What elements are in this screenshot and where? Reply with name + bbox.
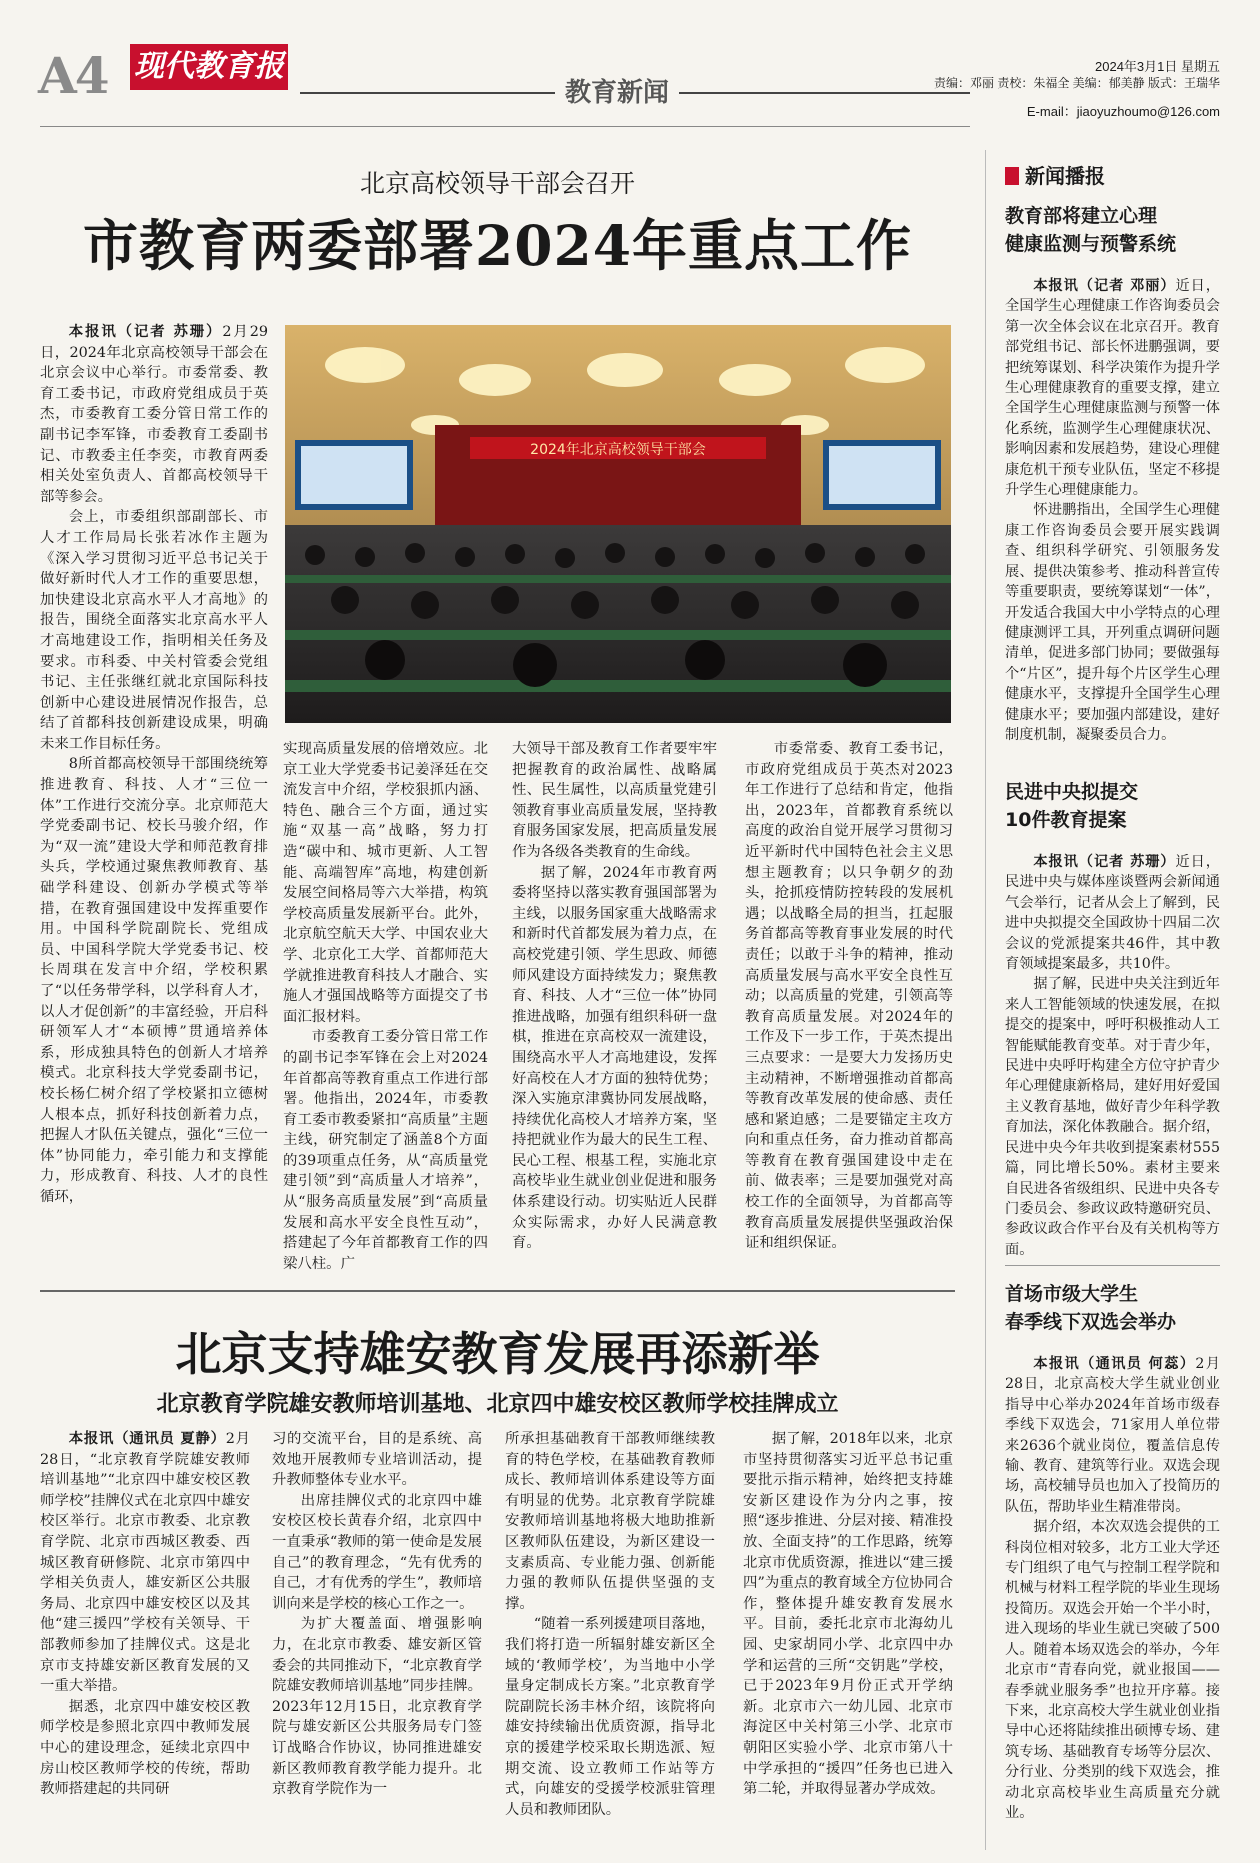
article1-column-4 bbox=[745, 739, 953, 1254]
paragraph: 本报讯（记者 苏珊）近日，民进中央与媒体座谈暨两会新闻通气会举行，记者从会上了解到，民进中央拟提交全国政协十四届二次会议的党派提案共46件，其中教育领域提案最多，共10件。 bbox=[1005, 854, 1220, 973]
news3-headline: 首场市级大学生 春季线下双选会举办 bbox=[1005, 1283, 1177, 1333]
paragraph: 大领导干部及教育工作者要牢牢把握教育的政治属性、战略属性、民生属性，以高质量党建引领教育事业高质量发展，坚持教育服务国家发展，把高质量发展作为各级各类教育的生命线。 bbox=[512, 741, 717, 860]
news2-body bbox=[1005, 852, 1220, 1260]
sidebar-section-title: 新闻播报 bbox=[1005, 160, 1105, 189]
sidebar-rule bbox=[1005, 1265, 1220, 1266]
paragraph: 8所首都高校领导干部围绕统筹推进教育、科技、人才“三位一体”工作进行交流分享。北京师范大学党委副书记、校长马骏介绍，作为“双一流”建设大学和师范教育排头兵，学校通过聚焦教师教育、基础学科建设、创新办学模式等举措，在教育强国建设中发挥重要作用。中国科学院副院长、党组成员、中国科学院大学党委书记、校长周琪在发言中介绍，学校积累了“以任务带学科，以学科育人才，以人才促创新”的丰富经验，开启科研领军人才“本硕博”贯通培养体系，形成独具特色的创新人才培养模式。北京科技大学党委副书记，校长杨仁树介绍了学校紧扣立德树人根本点，抓好科技创新着力点，把握人才队伍关键点，强化“三位一体”协同能力，牵引能力和支撑能力，形成教育、科技、人才的良性循环， bbox=[40, 756, 268, 1205]
news2-headline: 民进中央拟提交 10件教育提案 bbox=[1005, 781, 1139, 831]
article1-byline: 本报讯（记者 苏珊） bbox=[68, 324, 223, 340]
page-number: A4 bbox=[38, 46, 108, 105]
article2-column-4 bbox=[743, 1429, 953, 1800]
news3-byline: 本报讯（通讯员 何蕊） bbox=[1033, 1356, 1196, 1372]
paragraph: 本报讯（通讯员 何蕊）2月28日，北京高校大学生就业创业指导中心举办2024年首场市级春季线下双选会，71家用人单位带来2636个就业岗位，覆盖信息传输、教育、建筑等行业。双选会现场，高校辅导员也加入了投简历的队伍，帮助毕业生精准带岗。 bbox=[1005, 1356, 1220, 1515]
paragraph: 本报讯（记者 邓丽）近日，全国学生心理健康工作咨询委员会第一次全体会议在北京召开。教育部党组书记、部长怀进鹏强调，要把统筹谋划、科学决策作为提升学生心理健康教育的重要支撑，建立全国学生心理健康监测与预警一体化系统，监测学生心理健康状况、影响因素和发展趋势，建设心理健康危机干预专业队伍，坚定不移提升学生心理健康能力。 bbox=[1005, 278, 1220, 499]
section-marker-icon bbox=[1005, 167, 1019, 185]
article2-subtitle: 北京教育学院雄安教师培训基地、北京四中雄安校区教师学校挂牌成立 bbox=[156, 1392, 839, 1417]
article-divider bbox=[40, 1290, 955, 1292]
paragraph: “随着一系列援建项目落地，我们将打造一所辐射雄安新区全域的‘教师学校’，为当地中小学量身定制成长方案。”北京教育学院副院长汤丰林介绍，该院将向雄安持续输出优质资源，指导北京的援建学校采取长期选派、短期交流、设立教师工作站等方式，向雄安的受援学校派驻管理人员和教师团队。 bbox=[505, 1616, 715, 1818]
photo-banner-text: 2024年北京高校领导干部会 bbox=[530, 442, 706, 458]
article2-column-3 bbox=[505, 1429, 715, 1820]
paragraph: 据了解，2018年以来，北京市坚持贯彻落实习近平总书记重要批示指示精神，始终把支持雄安新区建设作为分内之事，按照“逐步推进、分层对接、精准投放、全面支持”的工作思路，统筹北京市优质资源，推进以“建三援四”为重点的教育域全方位协同合作，整体提升雄安教育发展水平。目前，委托北京市北海幼儿园、史家胡同小学、北京四中办学和运营的三所“交钥匙”学校，已于2023年9月份正式开学纳新。北京市六一幼儿园、北京市海淀区中关村第三小学、北京市朝阳区实验小学、北京市第八十中学承担的“援四”任务也已进入第二轮，并取得显著办学成效。 bbox=[743, 1431, 953, 1798]
article1-column-2 bbox=[283, 739, 488, 1274]
news2-byline: 本报讯（记者 苏珊） bbox=[1033, 854, 1176, 870]
editors-line: 责编：邓丽 责校：朱福全 美编：郁美静 版式：王瑞华 bbox=[933, 76, 1220, 90]
paragraph: 据了解，民进中央关注到近年来人工智能领域的快速发展，在拟提交的提案中，呼吁积极推动人工智能赋能教育变革。对于青少年，民进中央呼吁构建全方位守护青少年心理健康新格局，建好用好爱国主义教育基地，做好青少年科学教育加法，深化体教融合。据介绍，民进中央今年共收到提案素材555篇，同比增长50%。素材主要来自民进各省级组织、民进中央各专门委员会、参政议政特邀研究员、参政议政合作平台及有关机构等方面。 bbox=[1005, 976, 1220, 1258]
issue-date: 2024年3月1日 星期五 bbox=[1095, 59, 1220, 74]
masthead-divider bbox=[40, 126, 970, 127]
paragraph: 据介绍，本次双选会提供的工科岗位相对较多，北方工业大学还专门组织了电气与控制工程学院和机械与材料工程学院的毕业生现场投简历。双选会开始一个半小时，进入现场的毕业生就已突破了500人。随着本场双选会的举办，今年北京市“青春向党，就业报国——春季就业服务季”也拉开序幕。接下来，北京高校大学生就业创业指导中心还将陆续推出硕博专场、建筑专场、基础教育专场等分层次、分行业、分类别的线下双选会，推动北京高校毕业生高质量充分就业。 bbox=[1005, 1519, 1220, 1821]
article2-headline: 北京支持雄安教育发展再添新举 bbox=[175, 1327, 820, 1381]
paragraph: 所承担基础教育干部教师继续教育的特色学校，在基础教育教师成长、教师培训体系建设等方面有明显的优势。北京教育学院雄安教师培训基地将极大地助推新区教师队伍建设，为新区建设一支素质高、专业能力强、创新能力强的教师队伍提供坚强的支撑。 bbox=[505, 1431, 715, 1612]
article1-lead-paragraph: 本报讯（记者 苏珊）2月29日，2024年北京高校领导干部会在北京会议中心举行。市委常委、教育工委书记，市政府党组成员于英杰，市委教育工委分管日常工作的副书记李军锋，市委教育工委副书记、市教委主任李奕，市教育两委相关处室负责人、首都高校领导干部等参会。 bbox=[40, 324, 269, 505]
article2-column-2 bbox=[272, 1429, 482, 1800]
paragraph: 出席挂牌仪式的北京四中雄安校区校长黄春介绍，北京四中一直秉承“教师的第一使命是发展自己”的教育理念，“先有优秀的自己，才有优秀的学生”，教师培训向来是学校的核心工作之一。 bbox=[272, 1492, 482, 1612]
contact-email[interactable]: E-mail：jiaoyuzhoumo@126.com bbox=[1026, 104, 1220, 119]
article2-column-1 bbox=[40, 1429, 250, 1800]
paragraph: 习的交流平台，目的是系统、高效地开展教师专业培训活动，提升教师整体专业水平。 bbox=[272, 1431, 482, 1489]
paragraph: 实现高质量发展的倍增效应。北京工业大学党委书记姜泽廷在交流发言中介绍，学校狠抓内涵、特色、融合三个方面，通过实施“双基一高”战略，努力打造“碳中和、城市更新、人工智能、高端智库”高地，构建创新发展空间格局等六大举措，构筑学校高质量发展新平台。此外，北京航空航天大学、中国农业大学、北京化工大学、首都师范大学就推进教育科技人才融合、实施人才强国战略等方面提交了书面汇报材料。 bbox=[283, 741, 488, 1025]
article2-byline: 本报讯（通讯员 夏静） bbox=[68, 1431, 226, 1447]
news1-headline: 教育部将建立心理 健康监测与预警系统 bbox=[1005, 205, 1177, 255]
conference-photo bbox=[285, 325, 951, 723]
paragraph: 据悉，北京四中雄安校区教师学校是参照北京四中教师发展中心的建设理念，延续北京四中房山校区教师学校的传统，帮助教师搭建起的共同研 bbox=[40, 1698, 250, 1798]
masthead bbox=[0, 0, 1260, 120]
paragraph: 市委常委、教育工委书记，市政府党组成员于英杰对2023年工作进行了总结和肯定，他指出，2023年，首都教育系统以高度的政治自觉开展学习贯彻习近平新时代中国特色社会主义思想主题教育；以只争朝夕的劲头，抢抓疫情防控转段的发展机遇；以战略全局的担当，扛起服务首都高等教育事业发展的时代责任；以敢于斗争的精神，推动高质量发展与高水平安全良性互动；以高质量的党建，引领高等教育高质量发展。对2024年的工作及下一步工作，于英杰提出三点要求：一是要大力发扬历史主动精神，不断增强推动首都高等教育改革发展的使命感、责任感和紧迫感；二是要锚定主攻方向和重点任务，奋力推动首都高等教育在教育强国建设中走在前、做表率；三是要加强党对高校工作的全面领导，为首都高等教育高质量发展提供坚强政治保证和组织保证。 bbox=[745, 741, 953, 1252]
news1-body bbox=[1005, 276, 1220, 745]
article1-subtitle: 北京高校领导干部会召开 bbox=[359, 169, 635, 198]
newspaper-logo: 现代教育报 bbox=[130, 44, 288, 90]
paragraph: 据了解，2024年市教育两委将坚持以落实教育强国部署为主线，以服务国家重大战略需求和新时代首都发展为着力点，在高校党建引领、学生思政、师德师风建设方面持续发力；聚焦教育、科技、人才“三位一体”协同推进战略，加强有组织科研一盘棋，推进在京高校双一流建设，围绕高水平人才高地建设，发挥好高校在人才方面的独特优势；深入实施京津冀协同发展战略，持续优化高校人才培养方案，坚持把就业作为最大的民生工程、民心工程、根基工程，实施北京高校毕业生就业创业促进和服务体系建设行动。切实贴近人民群众实际需求，办好人民满意教育。 bbox=[512, 864, 717, 1252]
paragraph: 怀进鹏指出，全国学生心理健康工作咨询委员会要开展实践调查、组织科学研究、引领服务发展、提供决策参考、推动科普宣传等重要职责，要统筹谋划“一体”，开发适合我国大中小学特点的心理健康测评工具，开列重点调研问题清单，促进多部门协同；要做强每个“片区”，提升每个片区学生心理健康水平，支撑提升全国学生心理健康水平；要加强内部建设，建好制度机制，凝聚委员合力。 bbox=[1005, 502, 1220, 743]
article2-lead-paragraph: 本报讯（通讯员 夏静）2月28日，“北京教育学院雄安教师培训基地”“北京四中雄安校区教师学校”挂牌仪式在北京四中雄安校区举行。北京市教委、北京教育学院、北京市西城区教委、西城区教育研修院、北京市第四中学相关负责人，雄安新区公共服务局、北京四中雄安校区以及其他“建三援四”学校有关领导、干部教师参加了挂牌仪式。这是北京市支持雄安新区教育发展的又一重大举措。 bbox=[40, 1431, 251, 1695]
article1-headline: 市教育两委部署2024年重点工作 bbox=[82, 213, 913, 278]
paragraph: 市委教育工委分管日常工作的副书记李军锋在会上对2024年首都高等教育重点工作进行部署。他指出，2024年，市委教育工委市教委紧扣“高质量”主题主线，研究制定了涵盖8个方面的39项重点任务，从“高质量党建引领”到“高质量人才培养”，从“服务高质量发展”到“高质量发展和高水平安全良性互动”，搭建起了今年首都教育工作的四梁八柱。广 bbox=[283, 1029, 488, 1272]
news1-byline: 本报讯（记者 邓丽） bbox=[1033, 278, 1176, 294]
sidebar-divider bbox=[985, 150, 986, 1850]
article1-column-3 bbox=[512, 739, 717, 1254]
section-name: 教育新闻 bbox=[555, 72, 679, 109]
paragraph: 为扩大覆盖面、增强影响力，在北京市教委、雄安新区管委会的共同推动下，“北京教育学院雄安教师培训基地”同步挂牌。2023年12月15日，北京教育学院与雄安新区公共服务局专门签订战略合作协议，协同推进雄安新区教师教育教学能力提升。北京教育学院作为一 bbox=[272, 1616, 482, 1798]
article1-column-1 bbox=[40, 322, 268, 1208]
paragraph: 会上，市委组织部副部长、市人才工作局局长张若冰作主题为《深入学习贯彻习近平总书记关于做好新时代人才工作的重要思想，加快建设北京高水平人才高地》的报告，围绕全面落实北京高水平人才高地建设工作，指明相关任务及要求。市科委、中关村管委会党组书记、主任张继红就北京国际科技创新中心建设进展情况作报告，总结了首都科技创新建设成果，明确未来工作目标任务。 bbox=[40, 509, 268, 752]
news3-body bbox=[1005, 1354, 1220, 1823]
